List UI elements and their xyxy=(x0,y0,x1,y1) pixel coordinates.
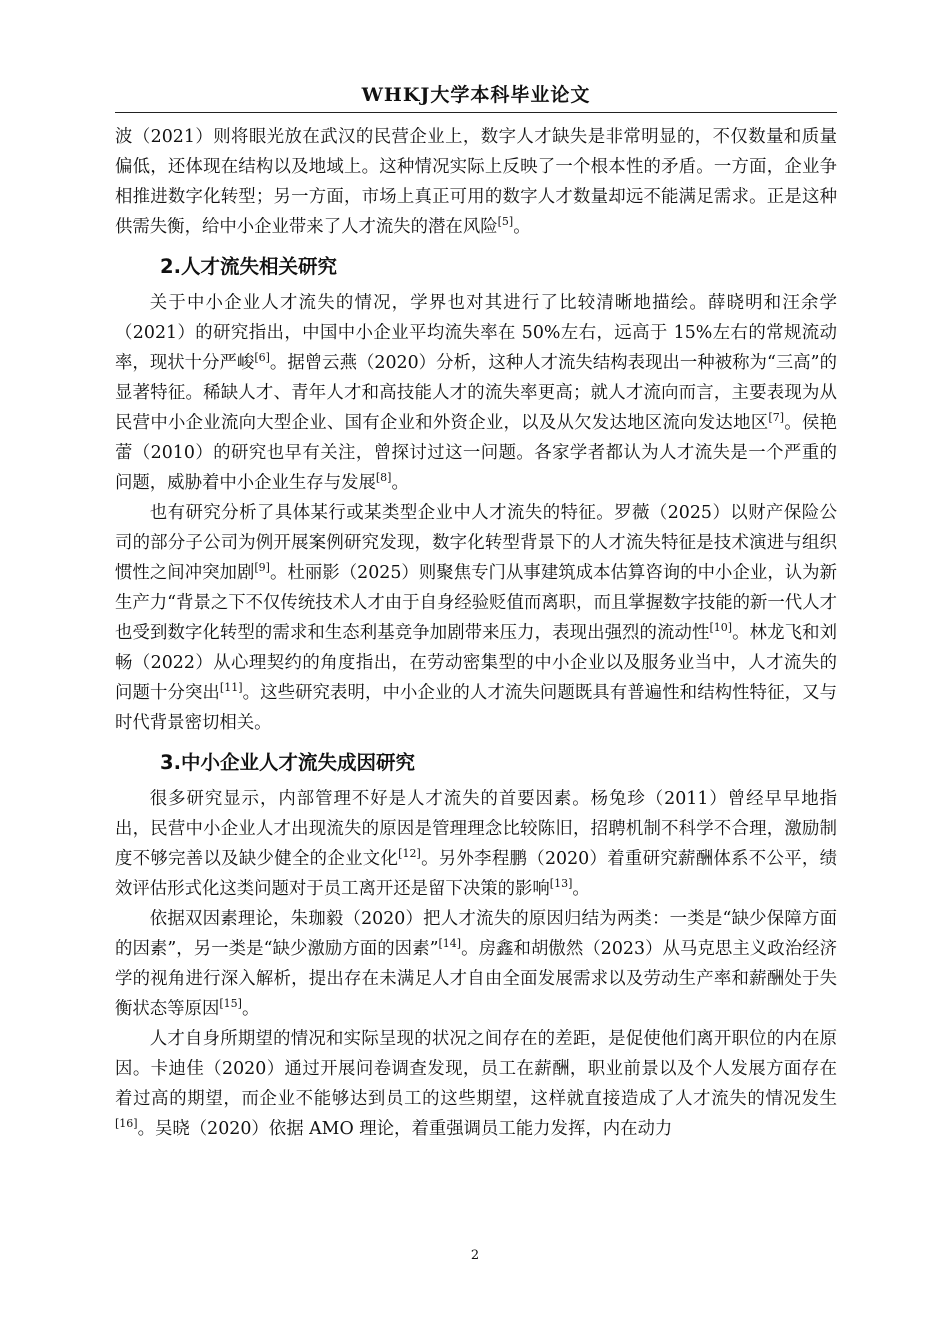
paragraph-4: 很多研究显示，内部管理不好是人才流失的首要因素。杨兔珍（2011）曾经早早地指出，民营中小企业人才出现流失的原因是管理理念比较陈旧，招聘机制不科学不合理，激励制度不够完善以及缺少健全的企业文化[12]。另外李程鹏（2020）着重研究薪酬体系不公平，绩效评估形式化这类问题对于员工离开还是留下决策的影响[13]。 xyxy=(115,789,837,899)
citation: [13] xyxy=(549,877,573,891)
citation: [6] xyxy=(254,351,270,365)
citation: [8] xyxy=(375,471,392,485)
paragraph-6: 人才自身所期望的情况和实际呈现的状况之间存在的差距，是促使他们离开职位的内在原因。卡迪佳（2020）通过开展问卷调查发现，员工在薪酬，职业前景以及个人发展方面存在着过高的期望，而企业不能够达到员工的这些期望，这样就直接造成了人才流失的情况发生[16]。吴晓（2020）依据 AMO 理论，着重强调员工能力发挥，内在动力 xyxy=(115,1029,837,1139)
section-heading-3: 3.中小企业人才流失成因研究 xyxy=(160,751,415,774)
section-heading-2: 2.人才流失相关研究 xyxy=(160,255,337,278)
citation: [10] xyxy=(709,621,733,635)
citation: [15] xyxy=(219,997,242,1011)
paragraph-3: 也有研究分析了具体某行或某类型企业中人才流失的特征。罗薇（2025）以财产保险公司的部分子公司为例开展案例研究发现，数字化转型背景下的人才流失特征是技术演进与组织惯性之间冲突加剧[9]。杜丽影（2025）则聚焦专门从事建筑成本估算咨询的中小企业，认为新生产力“背景之下不仅传统技术人才由于自身经验贬值而离职，而且掌握数字技能的新一代人才也受到数字化转型的需求和生态利基竞争加剧带来压力，表现出强烈的流动性[10]。林龙飞和刘畅（2022）从心理契约的角度指出，在劳动密集型的中小企业以及服务业当中，人才流失的问题十分突出[11]。这些研究表明，中小企业的人才流失问题既具有普遍性和结构性特征，又与时代背景密切相关。 xyxy=(115,503,837,733)
citation: [5] xyxy=(497,215,514,229)
citation: [7] xyxy=(768,411,784,425)
paragraph-2: 关于中小企业人才流失的情况，学界也对其进行了比较清晰地描绘。薛晓明和汪余学（2021）的研究指出，中国中小企业平均流失率在 50%左右，远高于 15%左右的常规流动率，现状十分严峻[6]。据曾云燕（2020）分析，这种人才流失结构表现出一种被称为“三高”的显著特征。稀缺人才、青年人才和高技能人才的流失率更高；就人才流向而言，主要表现为从民营中小企业流向大型企业、国有企业和外资企业，以及从欠发达地区流向发达地区[7]。侯艳蕾（2010）的研究也早有关注，曾探讨过这一问题。各家学者都认为人才流失是一个严重的问题，威胁着中小企业生存与发展[8]。 xyxy=(115,293,837,493)
document-body xyxy=(115,122,837,1144)
paragraph-5: 依据双因素理论，朱珈毅（2020）把人才流失的原因归结为两类：一类是“缺少保障方面的因素”，另一类是“缺少激励方面的因素”[14]。房鑫和胡傲然（2023）从马克思主义政治经济学的视角进行深入解析，提出存在未满足人才自由全面发展需求以及劳动生产率和薪酬处于失衡状态等原因[15]。 xyxy=(115,909,837,1019)
citation: [12] xyxy=(398,847,421,861)
citation: [9] xyxy=(254,561,270,575)
citation: [11] xyxy=(219,681,243,695)
page-header-title: WHKJ大学本科毕业论文 xyxy=(361,84,591,106)
citation: [14] xyxy=(438,937,462,951)
paragraph-1: 波（2021）则将眼光放在武汉的民营企业上，数字人才缺失是非常明显的，不仅数量和质量偏低，还体现在结构以及地域上。这种情况实际上反映了一个根本性的矛盾。一方面，企业争相推进数字化转型；另一方面，市场上真正可用的数字人才数量却远不能满足需求。正是这种供需失衡，给中小企业带来了人才流失的潜在风险[5]。 xyxy=(115,127,837,237)
page-number: 2 xyxy=(470,1248,480,1263)
header-divider xyxy=(115,112,837,113)
citation: [16] xyxy=(115,1117,138,1131)
